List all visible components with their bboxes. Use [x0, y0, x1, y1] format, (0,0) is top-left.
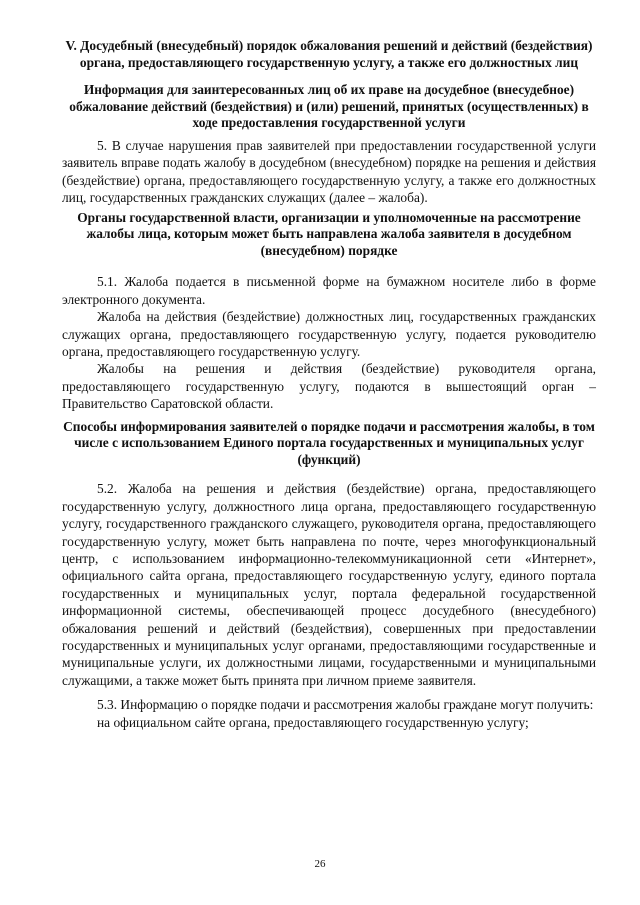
- paragraph-5-2: 5.2. Жалоба на решения и действия (бездействие) органа, предоставляющего государственную услугу, должностного лица органа, предоставляющего государственную услугу, государственного гражданского служащего, руководителя органа, предоставляющего государственную услугу, может быть направлена по почте, через многофункциональный центр, с использованием информационно-телекоммуникационной сети «Интернет», официального сайта органа, предоставляющего государственную услугу, единого портала государственных и муниципальных услуг, портала федеральной государственной информационной системы, обеспечивающей процесс досудебного (внесудебного) обжалования решений и действий (бездействия), совершенных при предоставлении государственных и муниципальных услуг органами, предоставляющими государственные и муниципальные услуги, их должностными лицами, государственными и муниципальными служащими, а также может быть принята при личном приеме заявителя.: [62, 481, 596, 688]
- paragraph-5-1: 5.1. Жалоба подается в письменной форме на бумажном носителе либо в форме электронного документа.: [62, 274, 596, 307]
- subheading-authorities: Органы государственной власти, организации и уполномоченные на рассмотрение жалобы лица, которым может быть направлена жалоба заявителя в досудебном (внесудебном) порядке: [77, 209, 581, 258]
- section-title: V. Досудебный (внесудебный) порядок обжалования решений и действий (бездействия) органа, предоставляющего государственную услугу, а также его должностных лиц: [65, 38, 593, 70]
- subheading-informing-methods: Способы информирования заявителей о порядке подачи и рассмотрения жалобы, в том числе с использованием Единого портала государственных и муниципальных услуг (функций): [63, 418, 595, 467]
- paragraph-5-1-officials: Жалоба на действия (бездействие) должностных лиц, государственных гражданских служащих органа, предоставляющего государственную услугу, подается руководителю органа, предоставляющего государственную услугу.: [62, 309, 596, 359]
- document-page: [62, 38, 596, 731]
- paragraph-5-3-website: на официальном сайте органа, предоставляющего государственную услугу;: [97, 714, 529, 730]
- page-number: 26: [314, 858, 326, 870]
- paragraph-5-1-head: Жалобы на решения и действия (бездействие) руководителя органа, предоставляющего государственную услугу, подаются в вышестоящий орган – Правительство Саратовской области.: [62, 361, 596, 412]
- paragraph-5-3: 5.3. Информацию о порядке подачи и рассмотрения жалобы граждане могут получить:: [97, 697, 594, 713]
- paragraph-5: 5. В случае нарушения прав заявителей при предоставлении государственной услуги заявитель вправе подать жалобу в досудебном (внесудебном) порядке на решения и действия (бездействие) органа, предоставляющего государственную услугу, а также его должностных лиц, государственных гражданских служащих (далее – жалоба).: [62, 137, 596, 206]
- subheading-right-to-appeal: Информация для заинтересованных лиц об их праве на досудебное (внесудебное) обжалование действий (бездействия) и (или) решений, принятых (осуществленных) в ходе предоставления государственной услуги: [69, 82, 589, 131]
